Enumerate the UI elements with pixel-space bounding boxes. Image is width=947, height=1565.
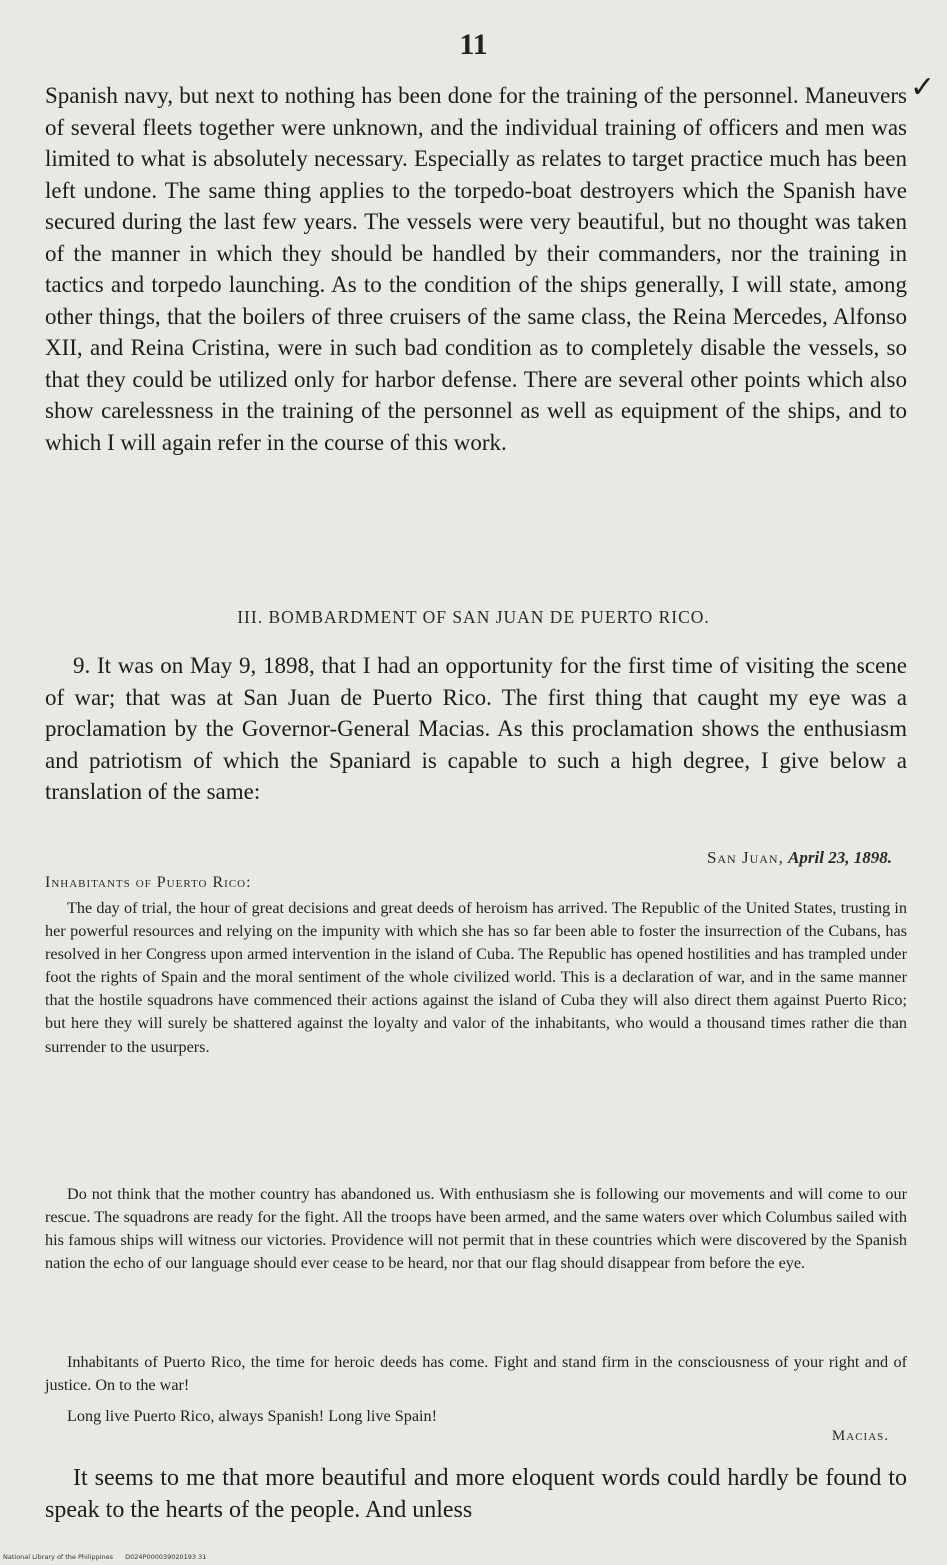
proclamation-signature: Macias.: [831, 1428, 889, 1444]
dateline-date: April 23, 1898.: [788, 848, 892, 867]
footer-identifier: D024P000039020193 31: [125, 1553, 207, 1561]
proclamation-dateline: [707, 848, 892, 868]
dateline-place: San Juan,: [706, 848, 784, 867]
body-paragraph: 9. It was on May 9, 1898, that I had an opportunity for the first time of visiting the scene of war; that was at San Juan de Puerto Rico. The first thing that caught my eye was a proclamation by the Governor-General Macias. As this proclamation shows the enthusiasm and patriotism of which the Spaniard is capable to such a high degree, I give below a translation of the same:: [45, 653, 907, 804]
proclamation-paragraph: [45, 1405, 907, 1428]
section-heading: III. BOMBARDMENT OF SAN JUAN DE PUERTO RICO.: [237, 607, 710, 627]
proclamation-text: The day of trial, the hour of great decisions and great deeds of heroism has arrived. The Republic of the United States, trusting in her powerful resources and relying on the impunity with which she has so far been able to foster the insurrection of the Cubans, has resolved in her Congress upon armed intervention in the island of Cuba. The Republic has opened hostilities and has trampled under foot the rights of Spain and the moral sentiment of the whole civilized world. This is a declaration of war, and in the same manner that the hostile squadrons have commenced their actions against the island of Cuba they will also direct them against Puerto Rico; but here they will surely be shattered against the loyalty and valor of the inhabitants, who would a thousand times rather die than surrender to the usurpers.: [45, 899, 907, 1056]
checkmark-icon: ✓: [910, 70, 936, 105]
proclamation-paragraph: [45, 897, 907, 1059]
page-number: 11: [459, 28, 488, 61]
proclamation-text: Inhabitants of Puerto Rico, the time for heroic deeds has come. Fight and stand firm in the consciousness of your right and of justice. On to the war!: [45, 1353, 907, 1395]
proclamation-paragraph: [45, 1351, 907, 1397]
proclamation-paragraph: [45, 1183, 907, 1275]
body-paragraph: Spanish navy, but next to nothing has been done for the training of the personnel. Maneuvers of several fleets together were unknown, and the individual training of officers and men was limited to what is absolutely necessary. Especially as relates to target practice much has been left undone. The same thing applies to the torpedo-boat destroyers which the Spanish have secured during the last few years. The vessels were very beautiful, but no thought was taken of the manner in which they should be handled by their commanders, nor the training in tactics and torpedo launching. As to the condition of the ships generally, I will state, among other things, that the boilers of three cruisers of the same class, the Reina Mercedes, Alfonso XII, and Reina Cristina, were in such bad condition as to completely disable the vessels, so that they could be utilized only for harbor defense. There are several other points which also show carelessness in the training of the personnel as well as equipment of the ships, and to which I will again refer in the course of this work.: [45, 83, 907, 455]
body-paragraph: It seems to me that more beautiful and more eloquent words could hardly be found to speak to the hearts of the people. And unless: [45, 1465, 907, 1523]
scan-footer: [3, 1553, 206, 1561]
proclamation-text: Do not think that the mother country has abandoned us. With enthusiasm she is following our movements and will come to our rescue. The squadrons are ready for the fight. All the troops have been armed, and the same waters over which Columbus sailed with his famous ships will witness our victories. Providence will not permit that in these countries which were discovered by the Spanish nation the echo of our language should ever cease to be heard, nor that our flag should disappear from before the eye.: [45, 1185, 907, 1273]
proclamation-text: Long live Puerto Rico, always Spanish! Long live Spain!: [67, 1407, 438, 1425]
footer-library: National Library of the Philippines: [3, 1553, 114, 1561]
proclamation-salutation: Inhabitants of Puerto Rico:: [45, 874, 252, 891]
